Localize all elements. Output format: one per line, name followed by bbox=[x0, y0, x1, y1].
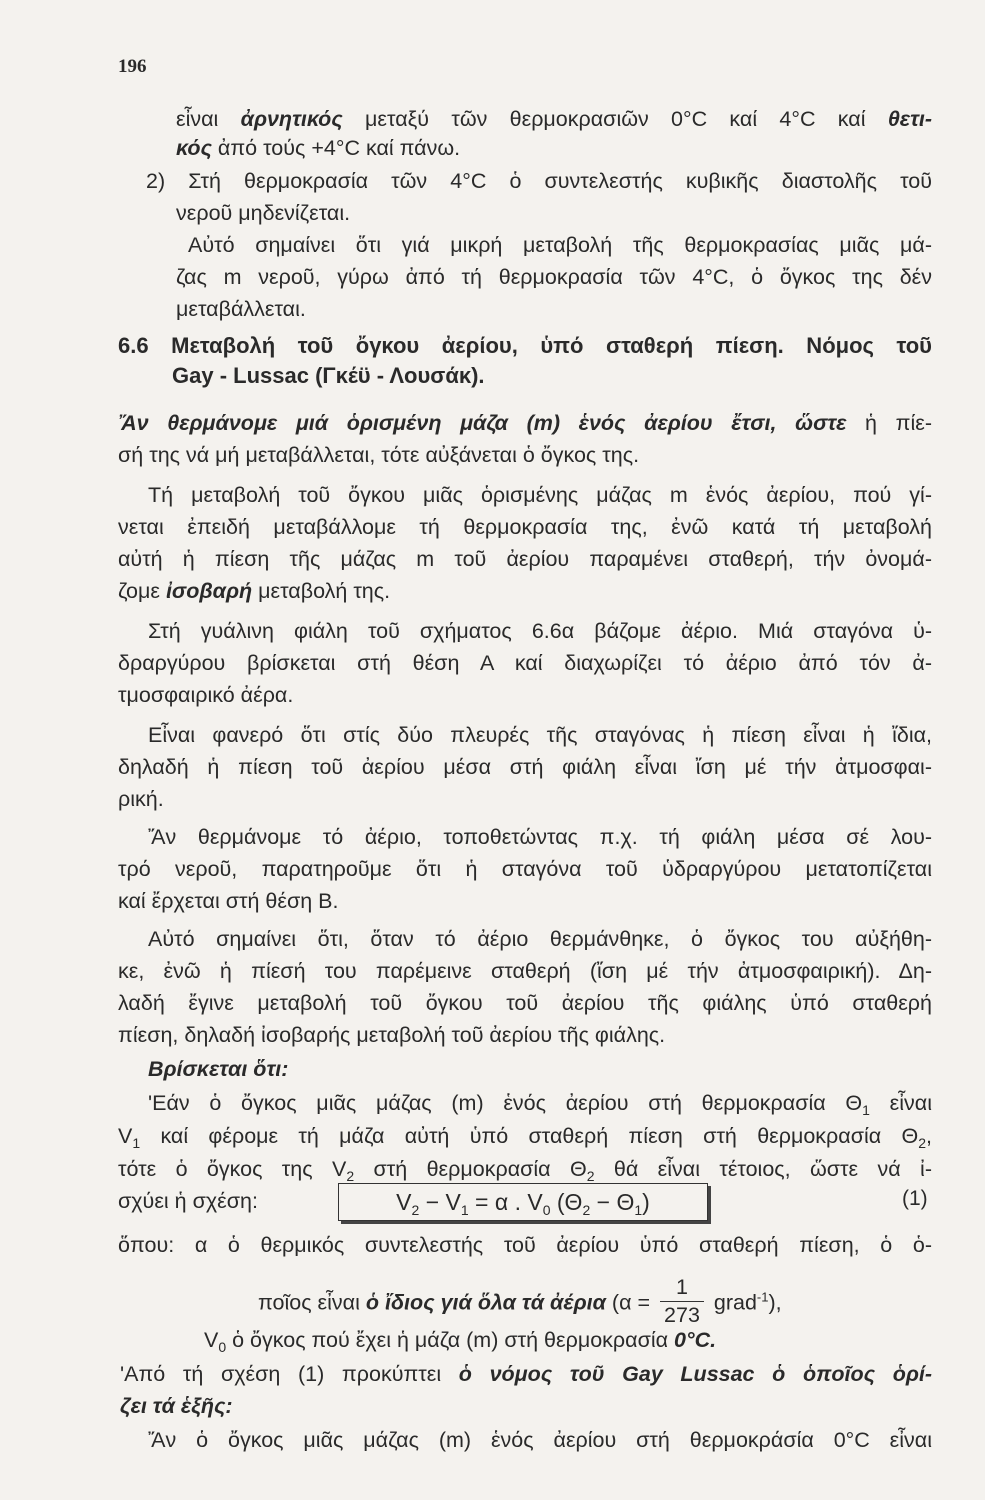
text-line: ζομε ἰσοβαρή μεταβολή της. bbox=[118, 579, 391, 603]
text-line: ποῖος εἶναι ὁ ἴδιος γιά ὅλα τά ἀέρια (α = $\frac{1}{273}$ grad$^{-1}$), bbox=[258, 1275, 782, 1327]
text-line: Εἶναι φανερό ὅτι στίς δύο πλευρές τῆς σταγόνας ἡ πίεση εἶναι ἡ ἴδια, bbox=[148, 723, 932, 747]
page-number: 196 bbox=[118, 56, 147, 77]
text-line: $V_0$ ὁ ὄγκος πού ἔχει ἡ μάζα (m) στή θερμοκρασία 0°C. bbox=[204, 1328, 717, 1355]
text-line: Αὐτό σημαίνει ὅτι, ὅταν τό ἀέριο θερμάνθηκε, ὁ ὄγκος του αὐξήθη- bbox=[148, 927, 932, 951]
text-line: τρό νεροῦ, παρατηροῦμε ὅτι ἡ σταγόνα τοῦ ὑδραργύρου μετατοπίζεται bbox=[118, 857, 932, 881]
text-line: ρική. bbox=[118, 787, 164, 811]
text-line: τμοσφαιρικό ἀέρα. bbox=[118, 683, 294, 707]
text-line: σή της νά μή μεταβάλλεται, τότε αὐξάνεται ὁ ὄγκος της. bbox=[118, 443, 640, 467]
text-line: 2) Στή θερμοκρασία τῶν 4°C ὁ συντελεστής κυβικῆς διαστολῆς τοῦ bbox=[146, 169, 932, 193]
text-line: νεροῦ μηδενίζεται. bbox=[176, 201, 351, 225]
formula: $V_2 - V_1 = \alpha$ . $V_0$ $(\Theta_2 - \Theta_1)$ bbox=[396, 1188, 650, 1218]
text-line: Ἄν θερμάνομε τό ἀέριο, τοποθετώντας π.χ. τή φιάλη μέσα σέ λου- bbox=[148, 825, 932, 849]
text-line: ζας m νεροῦ, γύρω ἀπό τή θερμοκρασία τῶν 4°C, ὁ ὄγκος της δέν bbox=[176, 265, 932, 289]
section-heading: Gay - Lussac (Γκέϋ - Λουσάκ). bbox=[172, 363, 485, 388]
text-line: Τή μεταβολή τοῦ ὄγκου μιᾶς ὁρισμένης μάζας m ἑνός ἀερίου, πού γί- bbox=[148, 483, 932, 507]
text-line: δραργύρου βρίσκεται στή θέση Α καί διαχωρίζει τό ἀέριο ἀπό τόν ἀ- bbox=[118, 651, 932, 675]
text-line: Ἄν ὁ ὄγκος μιᾶς μάζας (m) ἑνός ἀερίου στή θερμοκράσία 0°C εἶναι bbox=[148, 1428, 932, 1452]
section-heading: 6.6 Μεταβολή τοῦ ὄγκου ἀερίου, ὑπό σταθερή πίεση. Νόμος τοῦ bbox=[118, 333, 932, 358]
text-line: ὅπου: α ὁ θερμικός συντελεστής τοῦ ἀερίου ὑπό σταθερή πίεση, ὁ ὁ- bbox=[118, 1233, 932, 1257]
text-line: κός ἀπό τούς +4°C καί πάνω. bbox=[176, 136, 461, 160]
text-line: Αὐτό σημαίνει ὅτι γιά μικρή μεταβολή τῆς θερμοκρασίας μιᾶς μά- bbox=[188, 233, 932, 257]
text-line: σχύει ἡ σχέση: bbox=[118, 1189, 258, 1213]
text-line: λαδή ἔγινε μεταβολή τοῦ ὄγκου τοῦ ἀερίου τῆς φιάλης ὑπό σταθερή bbox=[118, 991, 932, 1015]
fraction: $\frac{1}{273}$ bbox=[660, 1276, 704, 1328]
text-line: κε, ἐνῶ ἡ πίεσή του παρέμεινε σταθερή (ἴση μέ τήν ἀτμοσφαιρική). Δη- bbox=[118, 959, 932, 983]
text-line: εἶναι ἀρνητικός μεταξύ τῶν θερμοκρασιῶν 0°C καί 4°C καί θετι- bbox=[176, 107, 933, 131]
equation-number: (1) bbox=[902, 1187, 928, 1210]
subheading: Βρίσκεται ὅτι: bbox=[148, 1057, 289, 1081]
text-line: Ἄν θερμάνομε μιά ὁρισμένη μάζα (m) ἑνός ἀερίου ἔτσι, ὥστε ἡ πίε- bbox=[118, 411, 932, 435]
text-line: 'Από τή σχέση (1) προκύπτει ὁ νόμος τοῦ Gay Lussac ὁ ὁποῖος ὁρί- bbox=[120, 1362, 933, 1386]
text-line: ζει τά ἑξῆς: bbox=[120, 1394, 233, 1418]
text-line: Στή γυάλινη φιάλη τοῦ σχήματος 6.6α βάζομε ἀέριο. Μιά σταγόνα ὑ- bbox=[148, 619, 932, 643]
formula-box bbox=[338, 1183, 708, 1221]
text-line: πίεση, δηλαδή ἰσοβαρής μεταβολή τοῦ ἀερίου τῆς φιάλης. bbox=[118, 1023, 666, 1047]
text-line: τότε ὁ ὄγκος της $V_2$ στή θερμοκρασία $\Theta_2$ θά εἶναι τέτοιος, ὥστε νά ἰ- bbox=[118, 1157, 932, 1184]
text-line: μεταβάλλεται. bbox=[176, 297, 306, 321]
text-line: $V_1$ καί φέρομε τή μάζα αὐτή ὑπό σταθερή πίεση στή θερμοκρασία $\Theta_2$, bbox=[118, 1124, 932, 1151]
text-line: δηλαδή ἡ πίεση τοῦ ἀερίου μέσα στή φιάλη εἶναι ἴση μέ τήν ἀτμοσφαι- bbox=[118, 755, 932, 779]
text-line: 'Εάν ὁ ὄγκος μιᾶς μάζας (m) ἑνός ἀερίου στή θερμοκρασία $\Theta_1$ εἶναι bbox=[148, 1091, 932, 1118]
text-line: αὐτή ἡ πίεση τῆς μάζας m τοῦ ἀερίου παραμένει σταθερή, τήν ὀνομά- bbox=[118, 547, 932, 571]
text-line: νεται ἐπειδή μεταβάλλομε τή θερμοκρασία της, ἐνῶ κατά τή μεταβολή bbox=[118, 515, 932, 539]
text-line: καί ἔρχεται στή θέση Β. bbox=[118, 889, 339, 913]
